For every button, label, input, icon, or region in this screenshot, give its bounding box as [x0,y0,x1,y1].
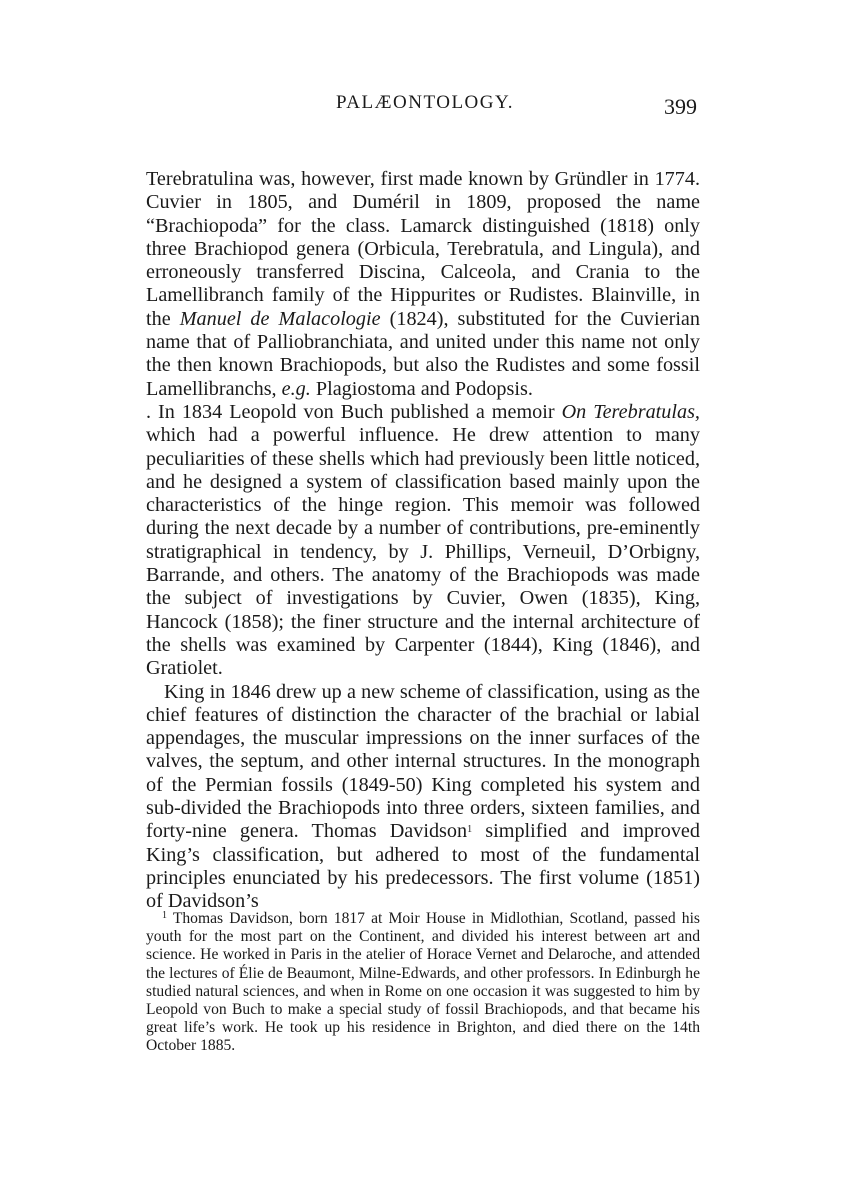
footnote-marker: 1 [162,910,167,921]
italic-text: On Terebratulas, [561,400,700,423]
paragraph [146,401,700,681]
text-run: King in 1846 drew up a new scheme of classification, using as the chief features of distinction the character of the brachial or labial appendages, the muscular impressions on the inner surfaces of the valves, the septum, and other internal structures. In the monograph of the Permian fossils (1849-50) King completed his system and sub-divided the Brachiopods into three orders, sixteen families, and forty-nine genera. Thomas Davidson [146,680,700,843]
page-number: 399 [664,94,697,119]
running-title: PALÆONTOLOGY. [335,92,515,113]
italic-text: Manuel de Malacologie [179,307,381,330]
footnote [146,910,700,1056]
text-run: (1824), substituted for the Cuvierian name that of Palliobranchiata, and united under this name not only the then known Brachiopods, but also the Rudistes and some fossil Lamellibranchs, [146,307,700,400]
italic-text: e.g. [281,377,311,400]
footnote-marker: 1 [467,824,473,836]
paragraph [146,168,700,401]
text-run: simplified and improved King’s classification, but adhered to most of the fundamental principles enunciated by his predecessors. The first volume (1851) of Davidson’s [146,820,700,913]
text-run: Thomas Davidson, born 1817 at Moir House in Midlothian, Scotland, passed his youth for the most part on the Continent, and divided his interest between art and science. He worked in Paris in the atelier of Horace Vernet and Delaroche, and attended the lectures of Élie de Beaumont, Milne-Edwards, and other professors. In Edinburgh he studied natural sciences, and when in Rome on one occasion it was suggested to him by Leopold von Buch to make a special study of fossil Brachiopods, and that became his great life’s work. He took up his residence in Brighton, and died there on the 14th October 1885. [146,910,700,1055]
main-text [146,168,700,914]
text-run: Terebratulina was, however, first made known by Gründler in 1774. Cuvier in 1805, and Duméril in 1809, proposed the name “Brachiopoda” for the class. Lamarck distinguished (1818) only three Brachiopod genera (Orbicula, Terebratula, and Lingula), and erroneously transferred Discina, Calceola, and Crania to the Lamellibranch family of the Hippurites or Rudistes. Blainville, in the [146,168,700,330]
paragraph [146,681,700,914]
text-run: . In 1834 Leopold von Buch published a memoir [146,400,562,423]
footnotes [146,910,700,1056]
text-run: which had a powerful influence. He drew attention to many peculiarities of these shells which had previously been little noticed, and he designed a system of classification based mainly upon the characteristics of the hinge region. This memoir was followed during the next decade by a number of contributions, pre-eminently stratigraphical in tendency, by J. Phillips, Verneuil, D’Orbigny, Barrande, and others. The anatomy of the Brachiopods was made the subject of investigations by Cuvier, Owen (1835), King, Hancock (1858); the finer structure and the internal architecture of the shells was examined by Carpenter (1844), King (1846), and Gratiolet. [146,424,700,680]
text-run: Plagiostoma and Podopsis. [310,377,533,400]
